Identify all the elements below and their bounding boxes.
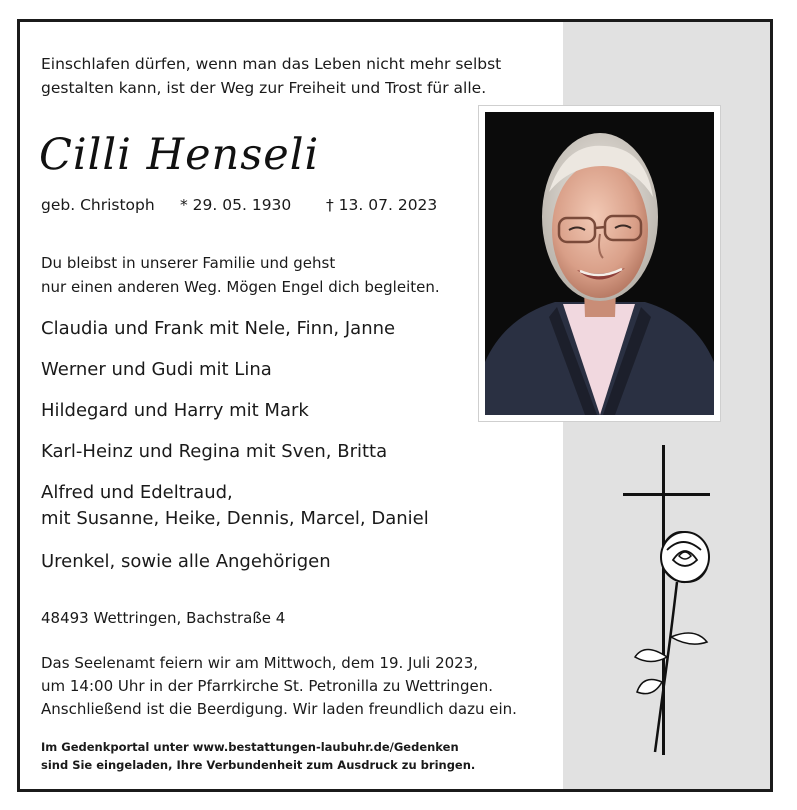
service-line-2: um 14:00 Uhr in der Pfarrkirche St. Petronilla zu Wettringen. xyxy=(41,677,493,695)
motto-line-2: gestalten kann, ist der Weg zur Freiheit und Trost für alle. xyxy=(41,79,487,97)
family-line: Karl-Heinz und Regina mit Sven, Britta xyxy=(41,441,388,462)
verse-line-2: nur einen anderen Weg. Mögen Engel dich begleiten. xyxy=(41,278,440,296)
family-line: Hildegard und Harry mit Mark xyxy=(41,400,309,421)
motto xyxy=(41,52,541,100)
family-line: Urenkel, sowie alle Angehörigen xyxy=(41,551,331,572)
deceased-name: Cilli Henseli xyxy=(39,130,320,180)
service-line-1: Das Seelenamt feiern wir am Mittwoch, dem 19. Juli 2023, xyxy=(41,654,479,672)
memorial-portal-note xyxy=(41,738,475,774)
cross-with-rose-icon xyxy=(615,442,725,762)
obituary-notice xyxy=(17,19,773,792)
birth-date: * 29. 05. 1930 xyxy=(180,196,292,214)
portal-line-2: sind Sie eingeladen, Ihre Verbundenheit zum Ausdruck zu bringen. xyxy=(41,758,476,772)
portrait-photo xyxy=(485,112,714,415)
portal-line-1: Im Gedenkportal unter www.bestattungen-laubuhr.de/Gedenken xyxy=(41,740,459,754)
farewell-verse xyxy=(41,251,440,299)
motto-line-1: Einschlafen dürfen, wenn man das Leben nicht mehr selbst xyxy=(41,55,502,73)
family-line: Claudia und Frank mit Nele, Finn, Janne xyxy=(41,318,396,339)
life-dates xyxy=(41,196,438,214)
death-date: † 13. 07. 2023 xyxy=(326,196,438,214)
family-line: mit Susanne, Heike, Dennis, Marcel, Daniel xyxy=(41,508,429,529)
family-line: Werner und Gudi mit Lina xyxy=(41,359,272,380)
service-line-3: Anschließend ist die Beerdigung. Wir laden freundlich dazu ein. xyxy=(41,700,517,718)
address: 48493 Wettringen, Bachstraße 4 xyxy=(41,609,286,627)
verse-line-1: Du bleibst in unserer Familie und gehst xyxy=(41,254,336,272)
family-line: Alfred und Edeltraud, xyxy=(41,482,233,503)
portrait-frame xyxy=(478,105,721,422)
maiden-name: geb. Christoph xyxy=(41,196,155,214)
funeral-service-info xyxy=(41,652,517,721)
